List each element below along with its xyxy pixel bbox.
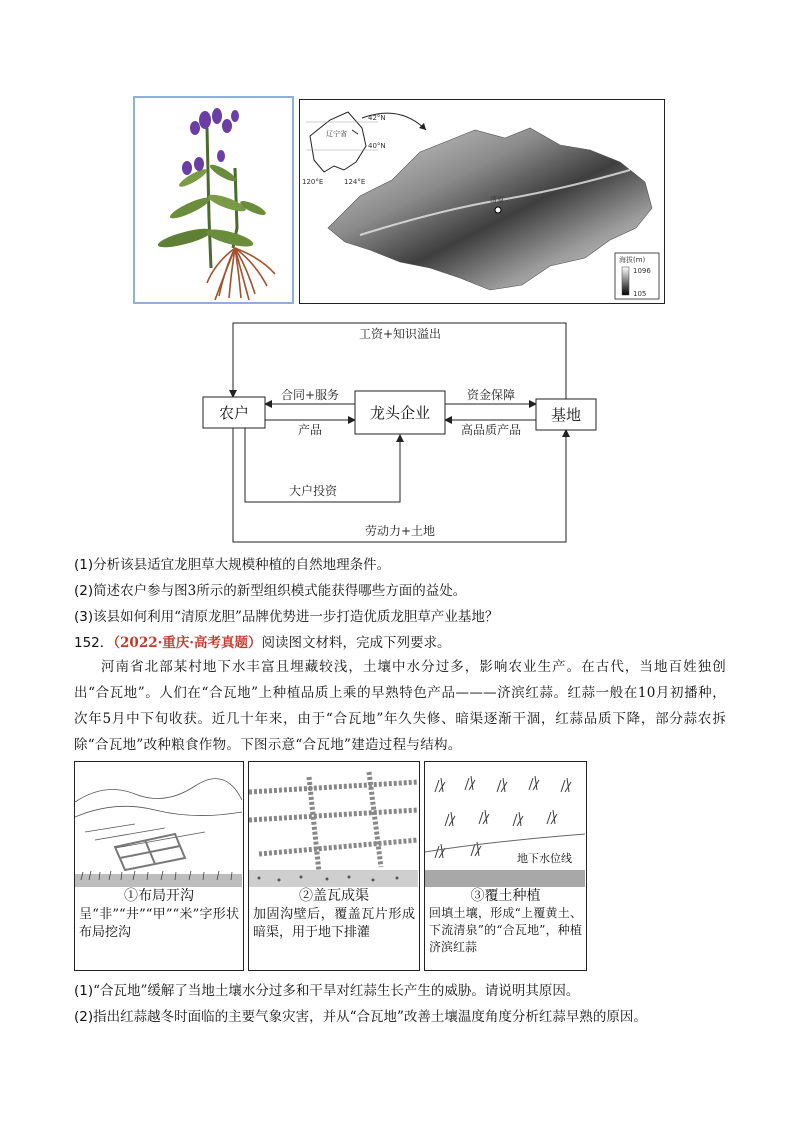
gentian-plant-illustration xyxy=(135,98,292,302)
q151-sub1-text: 分析该县适宜龙胆草大规模种植的自然地理条件。 xyxy=(93,557,391,573)
organization-flow-diagram xyxy=(195,318,615,550)
q152-sub1-number: (1) xyxy=(74,983,94,999)
node-enterprise-label: 龙头企业 xyxy=(369,404,431,422)
panel-1-title: ①布局开沟 xyxy=(124,888,194,904)
panel-2-title: ②盖瓦成渠 xyxy=(299,888,369,904)
q151-sub1-number: (1) xyxy=(74,557,94,573)
legend-title: 海拔(m) xyxy=(619,256,646,264)
q152-header xyxy=(74,634,451,652)
edge-label-product: 产品 xyxy=(297,423,323,437)
panel-3-caption: 回填土壤，形成“上覆黄土、下流清泉”的“合瓦地”，种植济滨红蒜 xyxy=(429,906,582,954)
edge-label-invest: 大户投资 xyxy=(288,484,338,498)
q152-sub1-text: “合瓦地”缓解了当地土壤水分过多和干旱对红蒜生长产生的威胁。请说明其原因。 xyxy=(93,983,580,999)
edge-label-funds: 资金保障 xyxy=(466,388,516,402)
panel-cover-tiles xyxy=(248,761,420,971)
panel-1-caption: 呈“非”“井”“甲”“米”字形状布局挖沟 xyxy=(79,907,239,940)
q152-paragraph: 河南省北部某村地下水丰富且埋藏较浅，土壤中水分过多，影响农业生产。在古代，当地百姓独创出“合瓦地”。人们在“合瓦地”上种植品质上乘的早熟特色产品———济滨红蒜。红蒜一般在10月初播种，次年5月中下旬收获。近几十年来，由于“合瓦地”年久失修、暗渠逐渐干涸，红蒜品质下降，部分蒜农拆除“合瓦地”改种粮食作物。下图示意“合瓦地”建造过程与结构。 xyxy=(74,659,726,753)
edge-label-contract: 合同+服务 xyxy=(280,388,340,402)
q152-sub2 xyxy=(74,1008,647,1026)
city-label: 清原 xyxy=(490,196,504,204)
lat-40-label: 40°N xyxy=(368,142,386,150)
gentian-plant-photo xyxy=(133,96,294,304)
q151-sub3-text: 该县如何利用“清原龙胆”品牌优势进一步打造优质龙胆草产业基地？ xyxy=(93,609,499,625)
q151-sub2-number: (2) xyxy=(74,583,94,599)
inset-map xyxy=(302,112,386,186)
q152-sub1 xyxy=(74,982,579,1000)
city-marker xyxy=(495,207,501,213)
panel-1-sketch xyxy=(75,762,242,887)
panel-2-caption: 加固沟壁后，覆盖瓦片形成暗渠，用于地下排灌 xyxy=(253,907,415,940)
node-farmer-label: 农户 xyxy=(218,404,250,422)
elevation-legend xyxy=(615,253,659,299)
inset-province-label: 辽宁省 xyxy=(326,130,347,138)
panel-3-sketch xyxy=(425,762,585,887)
legend-min: 105 xyxy=(633,290,647,298)
q152-sub2-text: 指出红蒜越冬时面临的主要气象灾害，并从“合瓦地”改善土壤温度角度分析红蒜早熟的原因。 xyxy=(93,1009,647,1025)
q151-sub2-text: 简述农户参与图3所示的新型组织模式能获得哪些方面的益处。 xyxy=(93,583,467,599)
q152-source: （2022·重庆·高考真题） xyxy=(113,635,262,651)
q151-sub1 xyxy=(74,556,390,574)
legend-max: 1096 xyxy=(633,267,651,275)
county-relief xyxy=(328,128,652,290)
edge-label-labor: 劳动力+土地 xyxy=(364,524,436,538)
q151-sub2 xyxy=(74,582,466,600)
edge-label-quality: 高品质产品 xyxy=(460,423,522,437)
q152-sub2-number: (2) xyxy=(74,1009,94,1025)
relief-map xyxy=(299,99,665,304)
water-table-label: 地下水位线 xyxy=(517,852,572,865)
lat-42-label: 42°N xyxy=(368,114,386,122)
panel-2-sketch xyxy=(249,762,418,887)
q152-instruction: 阅读图文材料，完成下列要求。 xyxy=(261,635,451,651)
q152-number: 152． xyxy=(74,635,114,651)
q151-sub3-number: (3) xyxy=(74,609,94,625)
lon-120-label: 120°E xyxy=(302,178,324,186)
panel-3-title: ③覆土种植 xyxy=(470,888,541,904)
q151-sub3 xyxy=(74,608,498,626)
panel-soil-planting xyxy=(424,761,587,971)
lon-124-label: 124°E xyxy=(344,178,366,186)
node-base-label: 基地 xyxy=(550,406,582,424)
edge-label-top: 工资+知识溢出 xyxy=(358,327,442,341)
panel-layout-trench xyxy=(74,761,244,971)
